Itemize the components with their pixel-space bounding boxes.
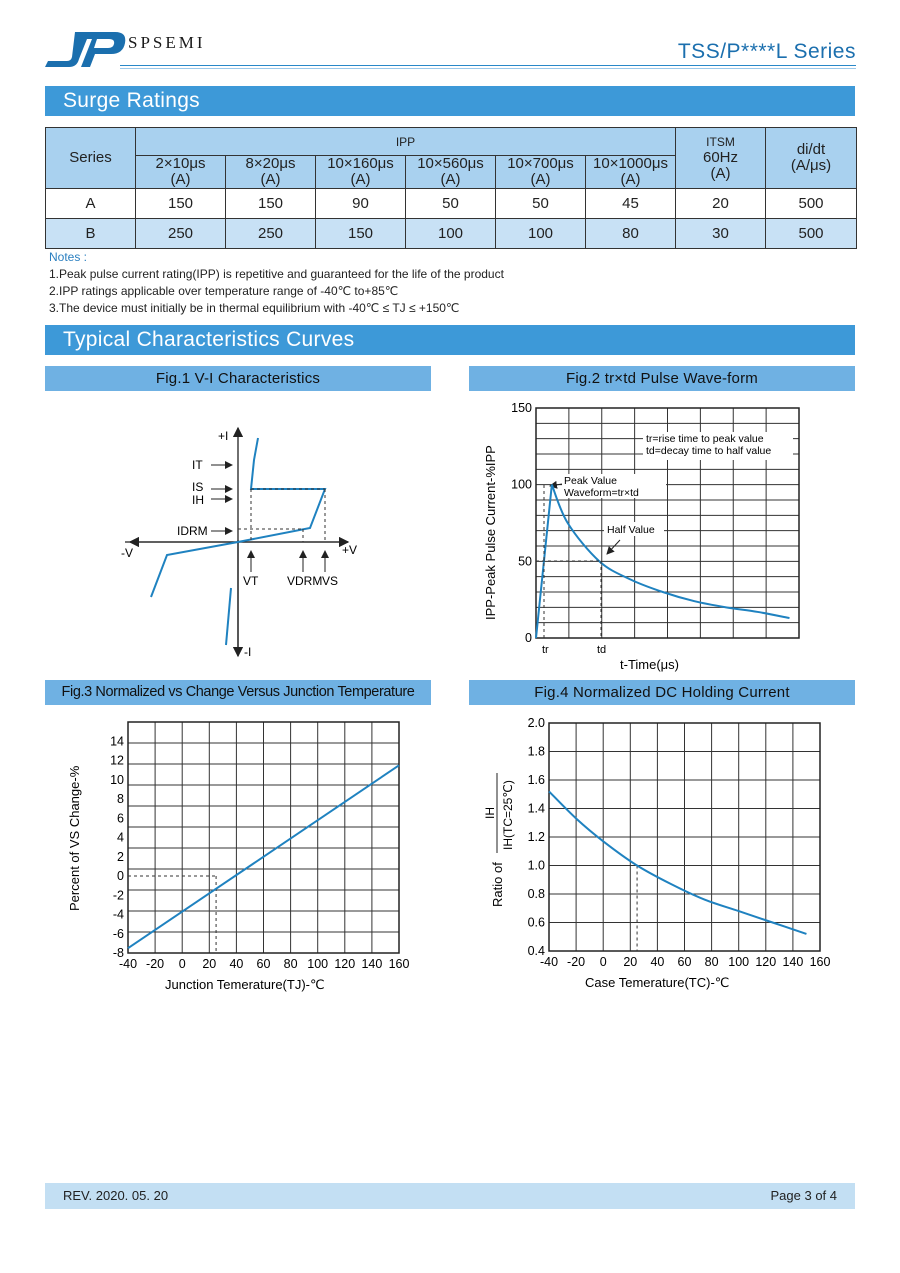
- ih-label: IH: [192, 493, 204, 507]
- y-tick-label: -4: [112, 907, 124, 922]
- fig2-td-label: td: [597, 644, 607, 656]
- table-cell: 90: [316, 189, 406, 219]
- x-tick-label: 100: [728, 955, 750, 969]
- x-tick-label: 0: [599, 955, 607, 969]
- page-number: Page 3 of 4: [770, 1188, 837, 1203]
- y-tick-label: -2: [112, 888, 124, 903]
- fig2-half-label: Half Value: [607, 524, 655, 536]
- col-unit: (A): [170, 171, 191, 188]
- col-unit: (A): [260, 171, 281, 188]
- is-label: IS: [192, 480, 204, 494]
- table-cell: 500: [766, 219, 857, 249]
- ipp-col-header: [586, 156, 676, 189]
- ipp-col-header: [136, 156, 226, 189]
- didt-header-label: di/dt: [796, 141, 826, 158]
- x-tick-label: 120: [755, 955, 777, 969]
- footer-bar: [45, 1183, 855, 1209]
- x-tick-label: 40: [229, 957, 244, 971]
- vdrm-label: VDRM: [287, 574, 323, 588]
- y-tick-label: 4: [117, 830, 124, 845]
- col-label: 10×560μs: [417, 155, 484, 172]
- fig4-holding-current-curve: [549, 791, 806, 934]
- col-label: 10×160μs: [327, 155, 394, 172]
- didt-header-unit: (A/μs): [790, 157, 832, 174]
- fig2-y-ticks: [511, 402, 532, 645]
- table-cell: A: [46, 189, 136, 219]
- fig4-xlabel: Case Temerature(TC)-℃: [585, 975, 730, 990]
- vi-curve-negative: [151, 542, 238, 597]
- fig2-ylabel: IPP-Peak Pulse Current-%IPP: [483, 445, 498, 620]
- x-tick-label: 20: [202, 957, 217, 971]
- table-cell: 30: [676, 219, 766, 249]
- surge-ratings-table: [45, 127, 857, 249]
- y-tick-label: 14: [110, 734, 124, 749]
- col-label: 8×20μs: [245, 155, 296, 172]
- y-tick-label: 150: [511, 402, 532, 415]
- y-tick-label: -8: [112, 946, 124, 960]
- table-cell: B: [46, 219, 136, 249]
- table-row: [46, 189, 857, 219]
- table-cell: 50: [496, 189, 586, 219]
- fig4-ylabel-prefix: Ratio of: [490, 862, 505, 907]
- x-tick-label: 100: [307, 957, 329, 971]
- note-item: 2.IPP ratings applicable over temperature range of -40℃ to+85℃: [49, 284, 399, 298]
- vi-curve-negative-on: [226, 588, 231, 645]
- table-cell: 80: [586, 219, 676, 249]
- plus-i-label: +I: [218, 429, 229, 443]
- section-typical-curves: Typical Characteristics Curves: [45, 325, 855, 355]
- fig4-grid: [549, 723, 820, 951]
- x-tick-label: 60: [256, 957, 271, 971]
- itsm-header-sub: 60Hz: [702, 149, 739, 166]
- x-tick-label: -40: [539, 955, 559, 969]
- y-tick-label: 0.6: [527, 915, 545, 930]
- y-tick-label: 0.4: [527, 944, 545, 958]
- ipp-col-header: [316, 156, 406, 189]
- x-tick-label: 140: [361, 957, 383, 971]
- fig2-title: Fig.2 tr×td Pulse Wave-form: [469, 366, 855, 391]
- col-label: 10×1000μs: [593, 155, 668, 172]
- y-tick-label: 100: [511, 477, 532, 492]
- col-unit: (A): [530, 171, 551, 188]
- y-tick-label: 0: [525, 631, 532, 645]
- fig3-grid: [128, 722, 399, 953]
- idrm-label: IDRM: [177, 524, 208, 538]
- fig4-title: Fig.4 Normalized DC Holding Current: [469, 680, 855, 705]
- table-row: [46, 219, 857, 249]
- section-surge-ratings: Surge Ratings: [45, 86, 855, 116]
- y-tick-label: 2.0: [527, 716, 545, 730]
- ipp-header-label: IPP: [395, 134, 416, 149]
- col-unit: (A): [440, 171, 461, 188]
- minus-i-label: -I: [244, 645, 252, 659]
- fig1-vi-diagram: [110, 420, 380, 665]
- table-cell: 100: [406, 219, 496, 249]
- fig4-ylabel-den: IH(TC=25℃): [501, 780, 515, 850]
- plus-v-label: +V: [342, 543, 358, 557]
- x-tick-label: -20: [146, 957, 165, 971]
- table-cell: 150: [136, 189, 226, 219]
- fig4-ticks: [528, 716, 831, 969]
- fig3-title: Fig.3 Normalized vs Change Versus Junction Temperature: [45, 680, 431, 705]
- x-tick-label: -20: [567, 955, 586, 969]
- fig4-holding-current-chart: [483, 715, 838, 1000]
- y-tick-label: 10: [110, 772, 124, 787]
- y-tick-label: 1.6: [527, 773, 545, 787]
- series-header: Series: [46, 128, 136, 189]
- notes: [49, 249, 849, 317]
- y-tick-label: 1.0: [527, 858, 545, 873]
- x-tick-label: 120: [334, 957, 356, 971]
- x-tick-label: -40: [118, 957, 138, 971]
- y-tick-label: 1.2: [527, 830, 545, 844]
- brand-name: SPSEMI: [128, 33, 206, 52]
- x-tick-label: 80: [704, 955, 719, 969]
- y-tick-label: 1.8: [527, 744, 545, 759]
- vs-label: VS: [322, 574, 339, 588]
- col-unit: (A): [350, 171, 371, 188]
- it-label: IT: [192, 458, 203, 472]
- x-tick-label: 0: [178, 957, 186, 971]
- x-tick-label: 160: [809, 955, 831, 969]
- col-label: 10×700μs: [507, 155, 574, 172]
- y-tick-label: 12: [110, 753, 124, 768]
- x-tick-label: 60: [677, 955, 692, 969]
- x-tick-label: 140: [782, 955, 804, 969]
- fig3-xlabel: Junction Temerature(TJ)-℃: [165, 977, 325, 992]
- x-tick-label: 160: [388, 957, 410, 971]
- table-cell: 150: [316, 219, 406, 249]
- fig3-vs-change-chart: [60, 715, 420, 1000]
- fig2-legend-2: td=decay time to half value: [646, 445, 772, 457]
- header-rule-2: [120, 68, 856, 69]
- fig2-tr-label: tr: [542, 644, 549, 656]
- minus-v-label: -V: [121, 546, 133, 560]
- col-unit: (A): [620, 171, 641, 188]
- fig2-legend-1: tr=rise time to peak value: [646, 433, 764, 445]
- table-cell: 250: [136, 219, 226, 249]
- table-cell: 150: [226, 189, 316, 219]
- series-title: TSS/P****L Series: [677, 40, 856, 63]
- vt-label: VT: [243, 574, 259, 588]
- table-cell: 250: [226, 219, 316, 249]
- x-tick-label: 40: [650, 955, 665, 969]
- y-tick-label: 0.8: [527, 887, 545, 901]
- x-tick-label: 80: [283, 957, 298, 971]
- col-label: 2×10μs: [155, 155, 206, 172]
- y-tick-label: 2: [117, 849, 124, 864]
- itsm-header-unit: (A): [710, 165, 731, 182]
- y-tick-label: 50: [518, 554, 532, 569]
- note-item: 3.The device must initially be in thermal equilibrium with -40℃ ≤ TJ ≤ +150℃: [49, 301, 460, 315]
- ipp-col-header: [406, 156, 496, 189]
- table-cell: 50: [406, 189, 496, 219]
- didt-header: [766, 128, 857, 189]
- fig2-peak-label: Peak Value: [564, 475, 617, 487]
- ipp-header: [136, 128, 676, 156]
- revision: REV. 2020. 05. 20: [63, 1188, 169, 1203]
- y-tick-label: 6: [117, 811, 124, 826]
- itsm-header-label: ITSM: [706, 135, 735, 149]
- table-cell: 500: [766, 189, 857, 219]
- note-item: 1.Peak pulse current rating(IPP) is repetitive and guaranteed for the life of the product: [49, 267, 504, 281]
- y-tick-label: 1.4: [527, 801, 545, 816]
- ipp-col-header: [226, 156, 316, 189]
- fig4-ylabel-num: IH: [483, 807, 497, 819]
- table-cell: 100: [496, 219, 586, 249]
- itsm-header: [676, 128, 766, 189]
- y-tick-label: 0: [117, 869, 124, 883]
- fig1-title: Fig.1 V-I Characteristics: [45, 366, 431, 391]
- y-tick-label: 8: [117, 792, 124, 806]
- table-cell: 45: [586, 189, 676, 219]
- fig2-pulse-chart: [480, 402, 820, 677]
- y-tick-label: -6: [112, 926, 124, 941]
- fig2-xlabel: t-Time(μs): [620, 657, 679, 672]
- fig3-ylabel: Percent of VS Change-%: [67, 765, 82, 911]
- header-rule: [120, 65, 856, 66]
- ipp-col-header: [496, 156, 586, 189]
- x-tick-label: 20: [623, 955, 638, 969]
- table-cell: 20: [676, 189, 766, 219]
- notes-title: Notes :: [49, 250, 88, 264]
- logo-mark: [45, 29, 130, 71]
- fig2-waveform-label: Waveform=tr×td: [564, 487, 639, 499]
- logo: [45, 29, 130, 71]
